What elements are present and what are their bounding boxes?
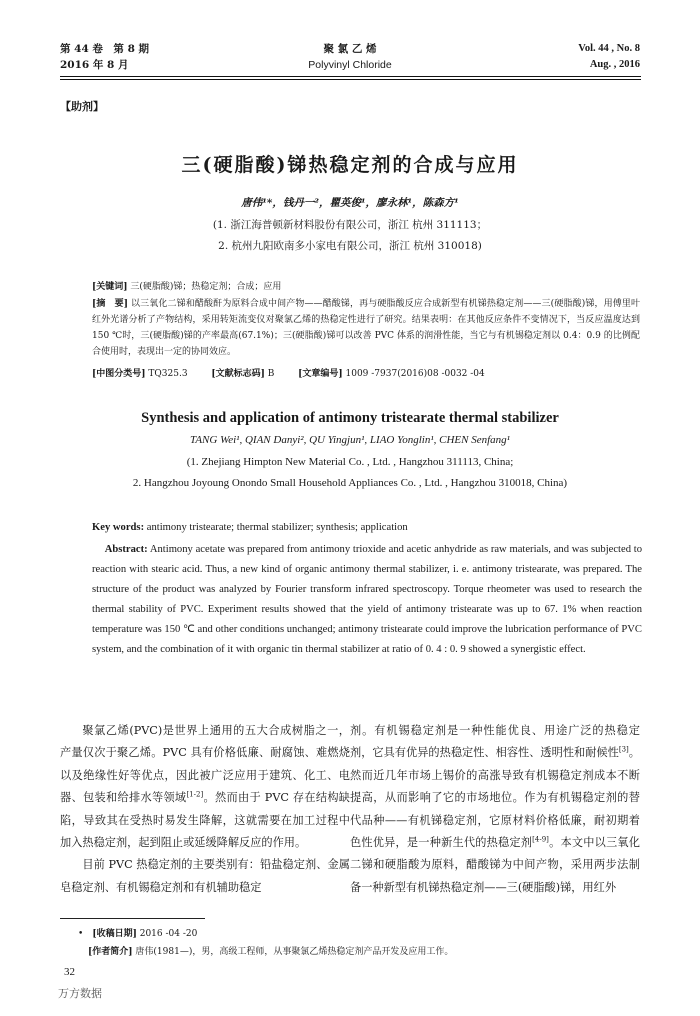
affiliation-en-2: 2. Hangzhou Joyoung Onondo Small Household Appliances Co. , Ltd. , Hangzhou 310018, China) (132, 477, 568, 489)
citation-4-9: [4-9] (532, 835, 549, 844)
body-right-paragraph-1: 剂。有机锡稳定剂是一种性能优良、用途广泛的热稳定剂，它具有优异的热稳定性、相容性、透明性和耐候性[3]。然而近几年市场上锡价的高涨导致有机锡稳定剂成本不断提高，从而影响了它的市场地位。作为有机锡稳定剂的替代品种——有机锑稳定剂，它原材料价格低廉，耐初期着色性优异，是一种新生代的热稳定剂[4-9]。本文中以三氧化二锑和硬脂酸为原料，醋酸锑为中间产物，采用两步法制备一种新型有机锑热稳定剂——三(硬脂酸)锑，用红外 (350, 724, 640, 894)
keywords-en-text: antimony tristearate; thermal stabilizer; synthesis; application (146, 522, 408, 533)
clc-label: [中图分类号] (92, 369, 146, 379)
header-date-cn: 2016 年 8 月 (60, 59, 129, 71)
classification-line (92, 366, 640, 382)
watermark: 万方数据 (58, 987, 102, 1000)
article-no-value: 1009 -7937(2016)08 -0032 -04 (345, 369, 485, 379)
abstract-cn-text: 以三氧化二锑和醋酸酐为原料合成中间产物——醋酸锑，再与硬脂酸反应合成新型有机锑热稳定剂——三(硬脂酸)锑，用傅里叶红外光谱分析了产物结构，采用转矩流变仪对聚氯乙烯的热稳定性进行了研究。结果表明：在其他反应条件不变情况下，当反应温度达到 150 ℃时，三(硬脂酸)锑的产率最高(67.1%)；三(硬脂酸)锑可以改善 PVC 体系的润滑性能，当它与有机锡稳定剂以 0.4：0.9 的比例配合使用时，表现出一定的协同效应。 (92, 299, 640, 357)
affiliation-cn-1: (1. 浙江海普顿新材料股份有限公司，浙江 杭州 311113； (212, 219, 488, 231)
page-number: 32 (64, 966, 75, 978)
received-label: [收稿日期] (92, 929, 137, 939)
citation-1-2: [1-2] (186, 790, 204, 799)
received-value: 2016 -04 -20 (139, 929, 198, 939)
authors-cn: 唐伟¹*，钱丹一²，瞿英俊¹，廖永林¹，陈森方¹ (241, 197, 459, 209)
abstract-cn (92, 296, 640, 360)
doc-code-label: [文献标志码] (211, 369, 265, 379)
title-cn: 三(硬脂酸)锑热稳定剂的合成与应用 (181, 154, 519, 176)
header-volume-en: Vol. 44 , No. 8 (578, 43, 640, 54)
body-column-left (60, 720, 350, 899)
body-left-paragraph-2: 目前 PVC 热稳定剂的主要类别有：铅盐稳定剂、金属皂稳定剂、有机锡稳定剂和有机辅助稳定 (60, 858, 350, 894)
body-left-paragraph-1: 聚氯乙烯(PVC)是世界上通用的五大合成树脂之一，产量仅次于聚乙烯。PVC 具有价格低廉、耐腐蚀、难燃烧以及绝缘性好等优点，因此被广泛应用于建筑、化工、电器、包装和给排水等领域[1-2]。然而由于 PVC 存在结构缺陷，导致其在受热时易发生降解，这就需要在加工过程中加入热稳定剂，起到阻止或延缓降解反应的作用。 (60, 724, 350, 850)
keywords-cn-text: 三(硬脂酸)锑；热稳定剂；合成；应用 (130, 282, 282, 292)
citation-3: [3] (618, 745, 629, 754)
abstract-cn-label: [摘 要] (92, 299, 129, 309)
clc-value: TQ325.3 (148, 369, 188, 379)
header-rule-bottom (60, 79, 641, 80)
authors-en: TANG Wei¹, QIAN Danyi², QU Yingjun¹, LIAO Yonglin¹, CHEN Senfang¹ (190, 434, 510, 446)
affiliation-cn-2: 2. 杭州九阳欧南多小家电有限公司，浙江 杭州 310018) (218, 240, 482, 252)
keywords-cn-label: [关键词] (92, 282, 128, 292)
footnote-rule (60, 918, 205, 919)
abstract-en-text: Antimony acetate was prepared from antimony trioxide and acetic anhydride as raw materials, and was subjected to reaction with stearic acid. Thus, a new kind of organic antimony thermal stabilizer, i. e. antimony tristearate, was prepared. The structure of the product was analyzed by Fourier transform infrared spectroscopy. Torque rheometer was used to research the thermal stability of PVC. Experiment results showed that the yield of antimony tristearate was up to 67. 1% when reaction temperature was 150 ℃ and other conditions unchanged; antimony tristearate could improve the lubrication performance of PVC system, and the combination of it with organic tin thermal stabilizer at ratio of 0. 4 : 0. 9 showed a synergistic effect. (92, 544, 642, 655)
body-column-right (350, 720, 640, 899)
column-label: 【助剂】 (60, 100, 104, 113)
footnote-author (88, 944, 648, 960)
title-en: Synthesis and application of antimony tristearate thermal stabilizer (141, 410, 559, 426)
author-bio-value: 唐伟(1981—)，男，高级工程师，从事聚氯乙烯热稳定剂产品开发及应用工作。 (135, 947, 454, 957)
keywords-en: Key words: antimony tristearate; thermal stabilizer; synthesis; application (92, 522, 408, 533)
header-journal-en: Polyvinyl Chloride (308, 59, 392, 71)
header-volume-cn: 第 44 卷 第 8 期 (60, 43, 150, 55)
article-no-label: [文章编号] (298, 369, 343, 379)
header-rule-top (60, 76, 641, 77)
affiliation-en-1: (1. Zhejiang Himpton New Material Co. , Ltd. , Hangzhou 311113, China; (186, 456, 514, 468)
abstract-en-label: Abstract (104, 544, 145, 555)
keywords-en-label: Key words (92, 522, 141, 533)
doc-code-value: B (267, 369, 275, 379)
abstract-en: Abstract: Antimony acetate was prepared from antimony trioxide and acetic anhydride as raw materials, and was subjected to reaction with stearic acid. Thus, a new kind of organic antimony thermal stabilizer, i. e. antimony tristearate, was prepared. The structure of the product was analyzed by Fourier transform infrared spectroscopy. Torque rheometer was used to research the thermal stability of PVC. Experiment results showed that the yield of antimony tristearate was up to 67. 1% when reaction temperature was 150 ℃ and other conditions unchanged; antimony tristearate could improve the lubrication performance of PVC system, and the combination of it with organic tin thermal stabilizer at ratio of 0. 4 : 0. 9 showed a synergistic effect. (92, 544, 642, 655)
header-journal-cn: 聚 氯 乙 烯 (323, 43, 377, 55)
author-bio-label: [作者简介] (88, 947, 133, 957)
footnote-received: • [收稿日期] 2016 -04 -20 (78, 929, 198, 939)
header-date-en: Aug. , 2016 (589, 59, 640, 70)
keywords-cn (92, 279, 640, 295)
